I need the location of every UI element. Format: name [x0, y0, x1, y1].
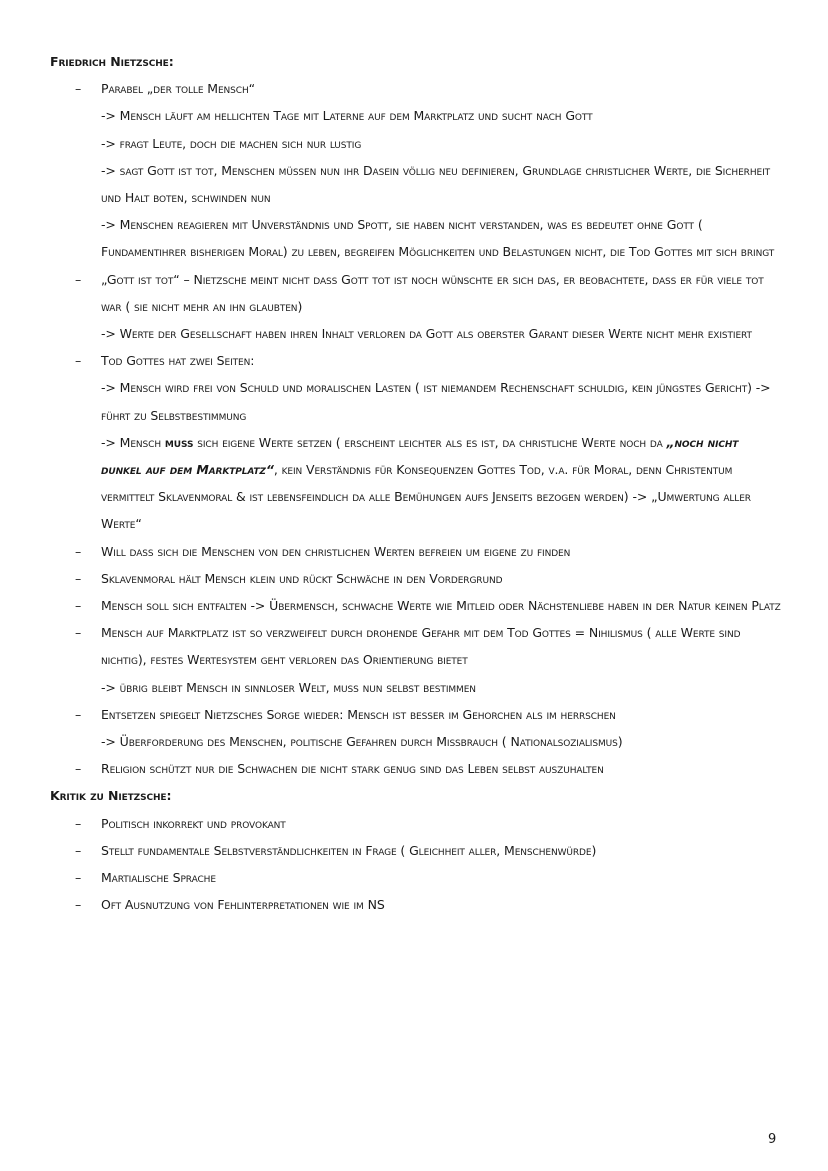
- text-run: sich eigene Werte setzen ( erscheint leichter als es ist, da christliche Werte noch da: [193, 434, 667, 450]
- emphasis-strong: muss: [164, 434, 194, 450]
- arrow-item: -> Mensch läuft am hellichten Tage mit Laterne auf dem Marktplatz und sucht nach Gott: [101, 108, 593, 124]
- bullet-item: – „Gott ist tot“ – Nietzsche meint nicht dass Gott tot ist noch wünschte er sich das, er beobachtete, dass er für viele tot war ( sie nicht mehr an ihn glaubten): [50, 266, 782, 320]
- arrow-item: -> sagt Gott ist tot, Menschen müssen nun ihr Dasein völlig neu definieren, Grundlage christlicher Werte, die Sicherheit und Halt boten, schwinden nun: [101, 162, 771, 206]
- bullet-item: – Tod Gottes hat zwei Seiten:: [50, 347, 782, 374]
- arrow-item: [50, 429, 782, 538]
- bullet-item: – Sklavenmoral hält Mensch klein und rückt Schwäche in den Vordergrund: [50, 565, 782, 592]
- section-heading: Friedrich Nietzsche:: [50, 54, 174, 69]
- document-body: [50, 48, 782, 919]
- arrow-item: -> Überforderung des Menschen, politische Gefahren durch Missbrauch ( Nationalsozialismus): [101, 734, 623, 750]
- text-run: -> Mensch: [101, 434, 165, 450]
- arrow-item: -> Menschen reagieren mit Unverständnis und Spott, sie haben nicht verstanden, was es bedeutet ohne Gott ( Fundamentihrer bisherigen Moral) zu leben, begreifen Möglichkeiten und Belastungen nicht, die Tod Gottes mit sich bringt: [101, 217, 775, 260]
- bullet-item: – Martialische Sprache: [50, 864, 782, 891]
- bullet-item: – Stellt fundamentale Selbstverständlichkeiten in Frage ( Gleichheit aller, Menschenwürde): [50, 837, 782, 864]
- bullet-item: – Oft Ausnutzung von Fehlinterpretationen wie im NS: [50, 891, 782, 918]
- arrow-item: -> übrig bleibt Mensch in sinnloser Welt, muss nun selbst bestimmen: [101, 679, 476, 695]
- bullet-item: – Parabel „der tolle Mensch“: [50, 75, 782, 102]
- bullet-item: – Religion schützt nur die Schwachen die nicht stark genug sind das Leben selbst auszuhalten: [50, 755, 782, 782]
- text-run: , kein Verständnis für Konsequenzen Gottes Tod, v.a. für Moral, denn Christentum vermittelt Sklavenmoral & ist lebensfeindlich da alle Bemühungen aufs Jenseits bezogen werden) -> „Umwertung aller Werte“: [101, 462, 751, 532]
- bullet-item: – Politisch inkorrekt und provokant: [50, 810, 782, 837]
- section-heading: Kritik zu Nietzsche:: [50, 788, 172, 804]
- bullet-item: – Will dass sich die Menschen von den christlichen Werten befreien um eigene zu finden: [50, 538, 782, 565]
- bullet-item: – Mensch soll sich entfalten -> Übermensch, schwache Werte wie Mitleid oder Nächstenliebe haben in der Natur keinen Platz: [50, 592, 782, 619]
- bullet-item: – Entsetzen spiegelt Nietzsches Sorge wieder: Mensch ist besser im Gehorchen als im herrschen: [50, 701, 782, 728]
- arrow-item: -> fragt Leute, doch die machen sich nur lustig: [101, 135, 362, 151]
- arrow-item: -> Werte der Gesellschaft haben ihren Inhalt verloren da Gott als oberster Garant dieser Werte nicht mehr existiert: [101, 326, 752, 342]
- arrow-item: -> Mensch wird frei von Schuld und moralischen Lasten ( ist niemandem Rechenschaft schuldig, kein jüngstes Gericht) -> führt zu Selbstbestimmung: [101, 380, 771, 423]
- emphasis-quote: „noch nicht dunkel auf dem Marktplatz“: [101, 434, 739, 478]
- page-number: 9: [768, 1132, 777, 1147]
- bullet-item: – Mensch auf Marktplatz ist so verzweifelt durch drohende Gefahr mit dem Tod Gottes = Nihilismus ( alle Werte sind nichtig), festes Wertesystem geht verloren das Orientierung bietet: [50, 619, 782, 673]
